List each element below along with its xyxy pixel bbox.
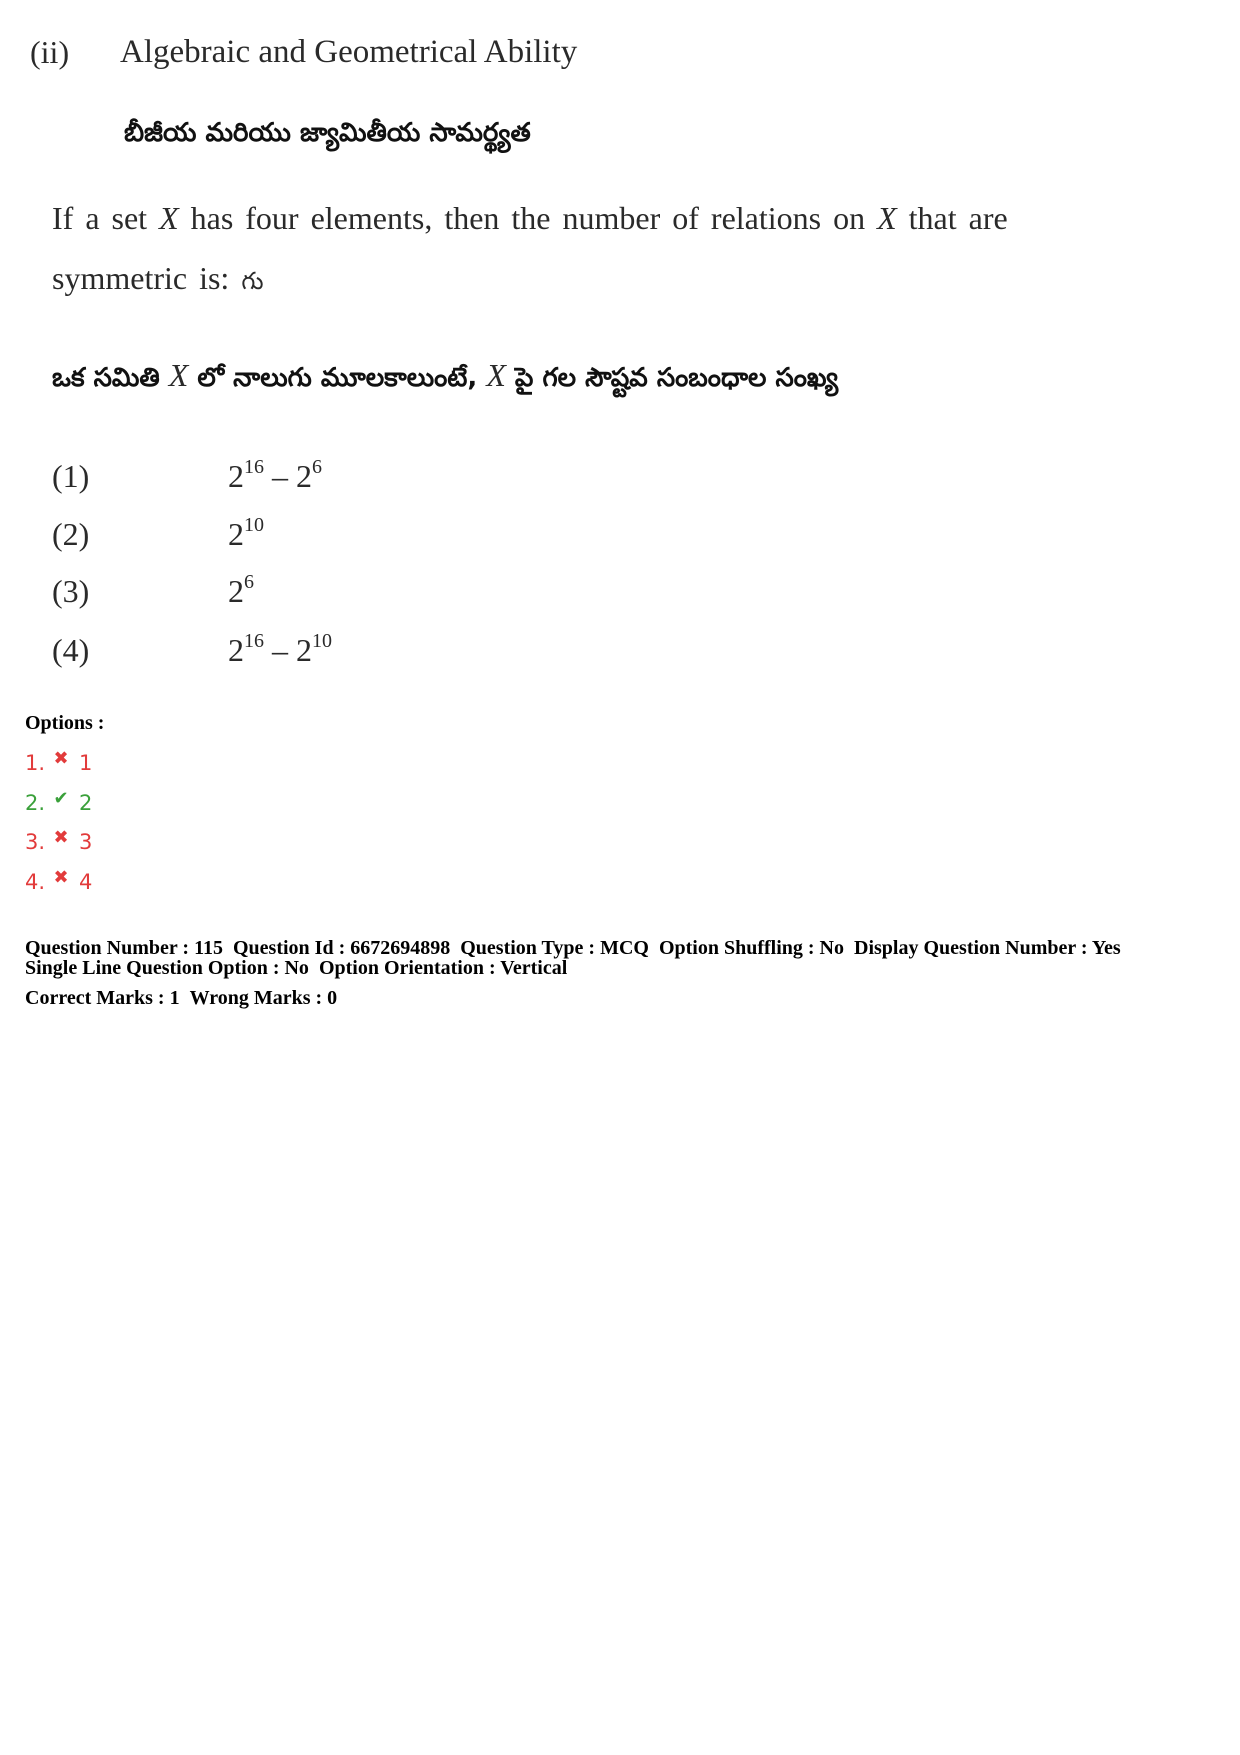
option-value: 1 [79, 751, 93, 775]
choice-number: (4) [52, 632, 90, 668]
option-index: 3. [25, 830, 46, 854]
option-value: 3 [79, 830, 93, 854]
cross-icon: ✖ [53, 827, 69, 848]
choice-expression: $2^{16} - 2^6$ [228, 456, 322, 494]
choice-number: (3) [52, 573, 90, 609]
cross-icon: ✖ [53, 748, 69, 769]
section-title: Algebraic and Geometrical Ability [120, 34, 578, 70]
option-item-2 [25, 788, 92, 816]
option-value: 2 [79, 791, 93, 815]
choice-expression: $2^6$ [228, 571, 254, 609]
question-text-telugu: ఒక సమితి X లో నాలుగు మూలకాలుంటే, X పై గల సౌష్టవ సంబంధాల సంఖ్య [52, 357, 839, 393]
option-index: 4. [25, 870, 46, 894]
marks-line: Correct Marks : 1 Wrong Marks : 0 [25, 987, 338, 1009]
question-text-english: If a set X has four elements, then the number of relations on X that are symmetric is: గు [52, 200, 1008, 296]
option-index: 2. [25, 791, 46, 815]
question-meta-line-2: Single Line Question Option : No Option Orientation : Vertical [25, 957, 568, 979]
section-label: (ii) [30, 34, 70, 70]
option-value: 4 [79, 870, 93, 894]
choice-number: (1) [52, 458, 90, 494]
option-index: 1. [25, 751, 46, 775]
choice-expression: $2^{16} - 2^{10}$ [228, 630, 332, 668]
section-title-telugu: బీజీయ మరియు జ్యామితీయ సామర్థ్యత [124, 118, 531, 148]
check-icon: ✔ [53, 788, 69, 809]
options-header: Options : [25, 712, 105, 734]
choice-expression: $2^{10}$ [228, 514, 264, 552]
option-item-4 [25, 867, 92, 895]
cross-icon: ✖ [53, 867, 69, 888]
option-item-3 [25, 827, 92, 855]
question-trailing-glyph: గు [241, 267, 264, 295]
option-item-1 [25, 748, 92, 776]
choice-number: (2) [52, 516, 90, 552]
question-meta-line-1: Question Number : 115 Question Id : 6672694898 Question Type : MCQ Option Shuffling : No Display Question Number : Yes [25, 937, 1121, 959]
